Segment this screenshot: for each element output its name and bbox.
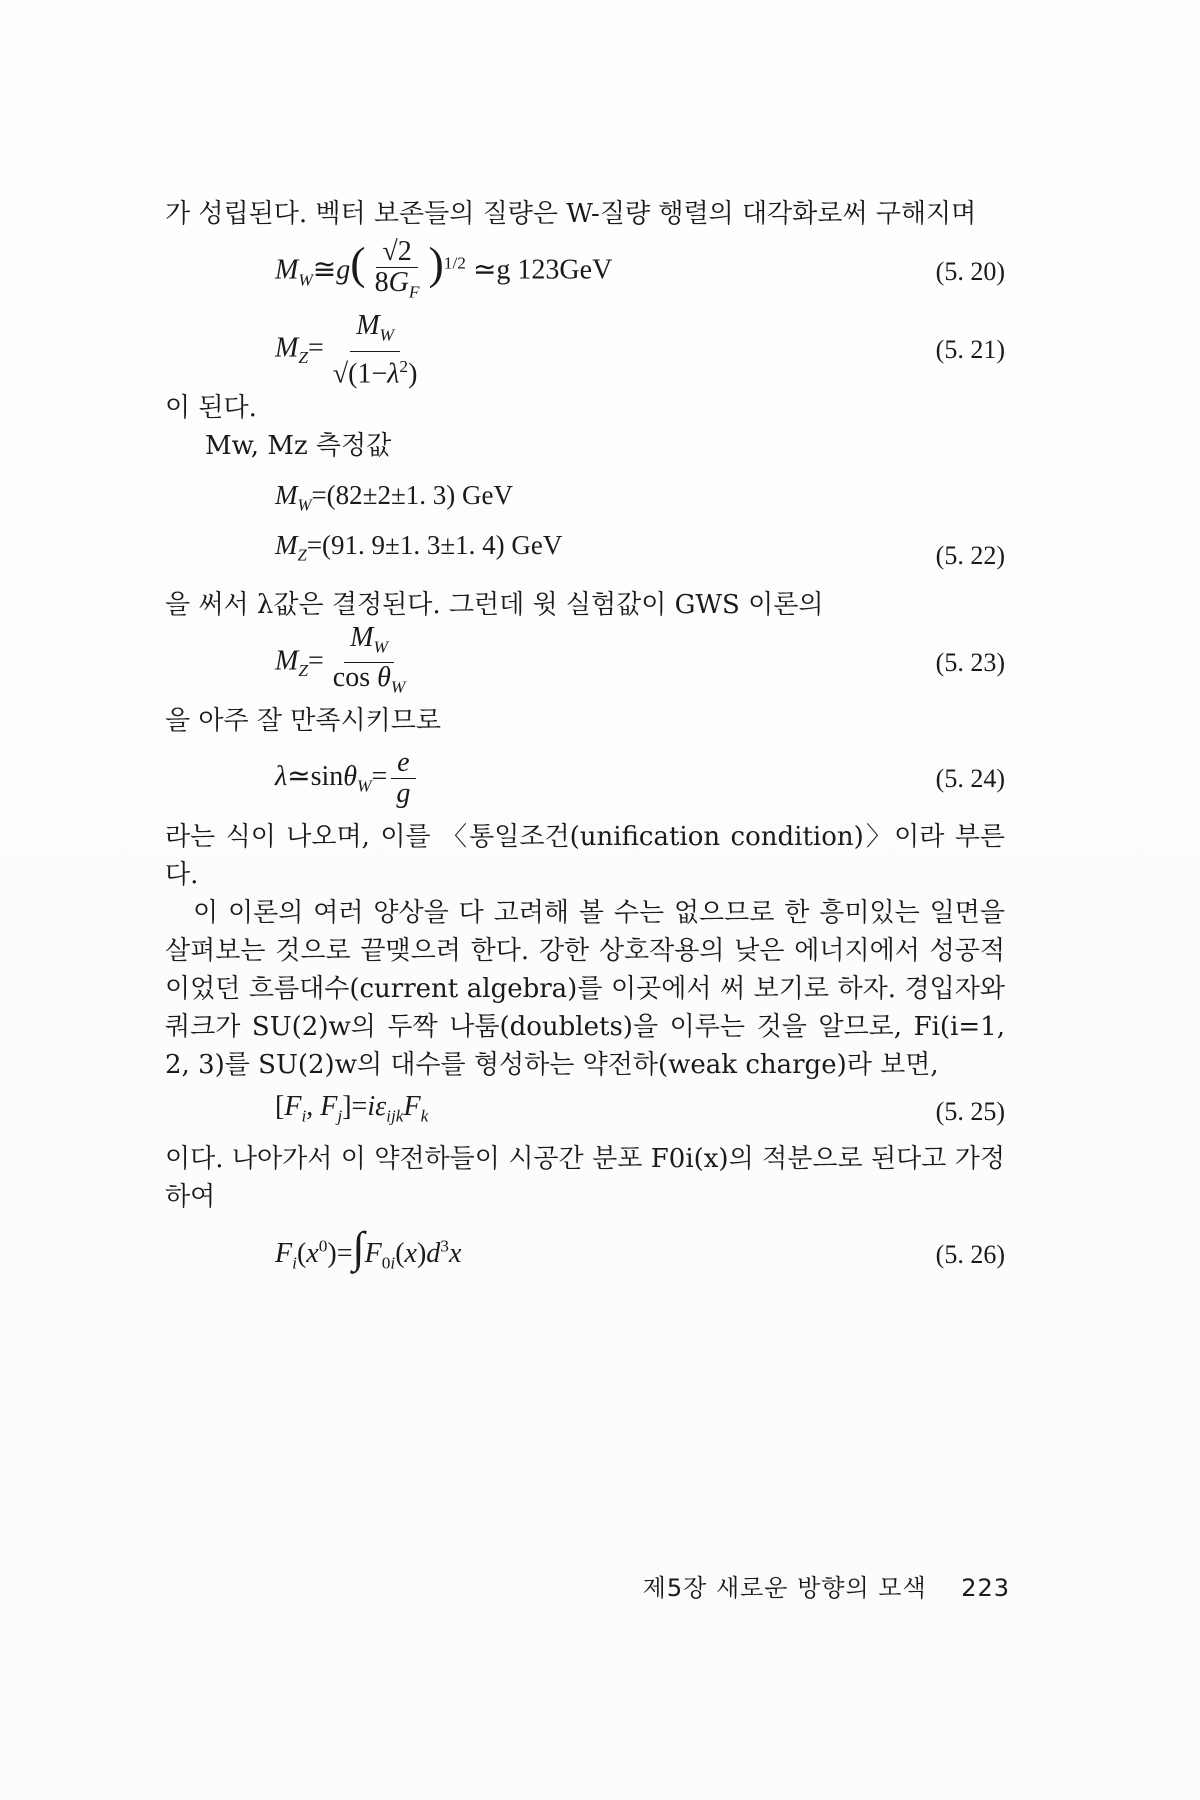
equation-number-5-23: (5. 23): [935, 647, 1005, 677]
paragraph-8: 이다. 나아가서 이 약전하들이 시공간 분포 F0i(x)의 적분으로 된다고 가정하여: [165, 1143, 1005, 1212]
paragraph-2: 이 된다.: [165, 393, 257, 423]
equation-5-25: [165, 1084, 1005, 1140]
equation-5-20-body: $M_W≅g$( $\frac{√2}{8G_F}$ )$^{1/2}$ ≃g 123GeV: [275, 235, 613, 302]
equation-number-5-25: (5. 25): [935, 1096, 1005, 1126]
equation-5-26-body: $F_i(x^0)=\int F_{0i}(x)d^3x$: [275, 1223, 462, 1274]
equation-5-21-body: $M_Z=$ $\frac{M_W}{√(1-\lambda^2)}$: [275, 310, 418, 389]
equation-5-20: [165, 233, 1005, 311]
paragraph-6: 라는 식이 나오며, 이를 〈통일조건(unification condition)〉이라 부른다.: [165, 821, 1005, 890]
equation-5-24-body: λ≃sinθ$_W$= $\frac{e}{g}$: [275, 748, 419, 809]
equation-5-21: [165, 311, 1005, 389]
paragraph-1: 가 성립된다. 벡터 보존들의 질량은 W-질량 행렬의 대각화로써 구해지며: [165, 199, 977, 229]
paragraph-4: 을 써서 λ값은 결정된다. 그런데 윗 실험값이 GWS 이론의: [165, 589, 824, 620]
equation-5-23-body: $M_Z=$ $\frac{M_W}{\cos \theta_W}$: [275, 621, 406, 697]
equation-number-5-20: (5. 20): [935, 257, 1005, 286]
equation-number-5-24: (5. 24): [935, 763, 1005, 793]
measurement-mw-value: =(82±2±1. 3) GeV: [311, 480, 514, 510]
equation-5-20-rhs: ≃g 123GeV: [472, 254, 613, 286]
equation-number-5-21: (5. 21): [935, 335, 1005, 364]
paragraph-5: 을 아주 잘 만족시키므로: [165, 705, 441, 736]
equation-5-23: [165, 621, 1005, 702]
equation-5-24: [165, 740, 1005, 818]
paragraph-7: 이 이론의 여러 양상을 다 고려해 볼 수는 없으므로 한 흥미있는 일면을 살펴보는 것으로 끝맺으려 한다. 강한 상호작용의 낮은 에너지에서 성공적이었던 흐름대수(current algebra)를 이곳에서 써 보기로 하자. 경입자와 쿼크가 SU(2)w의 두짝 나툼(doublets)을 이루는 것을 알므로, Fi(i=1, 2, 3)를 SU(2)w의 대수를 형성하는 약전하(weak charge)라 보면,: [165, 897, 1005, 1080]
equation-number-5-26: (5. 26): [935, 1239, 1005, 1269]
equation-number-5-22: (5. 22): [935, 540, 1005, 570]
measurement-block: [165, 475, 1005, 576]
measurement-mw: $M_W=(82\pm 2\pm 1$. 3) GeV: [275, 480, 514, 515]
page-body: [165, 195, 1005, 1294]
measurement-label: Mw, Mz 측정값: [205, 431, 392, 461]
equation-5-26: [165, 1216, 1005, 1294]
measurement-mz-value: =(91. 9±1. 3±1. 4) GeV: [306, 530, 563, 561]
page-footer: [600, 1568, 1010, 1603]
footer-page-number: 223: [961, 1574, 1010, 1602]
footer-chapter: 제5장 새로운 방향의 모색: [642, 1574, 927, 1602]
measurement-mz: $M_Z=(91$. 9±1. 3±1. 4) GeV: [275, 530, 563, 565]
equation-5-25-body: [$F_i$, $F_j]=i\varepsilon_{ijk}F_k$: [275, 1090, 429, 1126]
